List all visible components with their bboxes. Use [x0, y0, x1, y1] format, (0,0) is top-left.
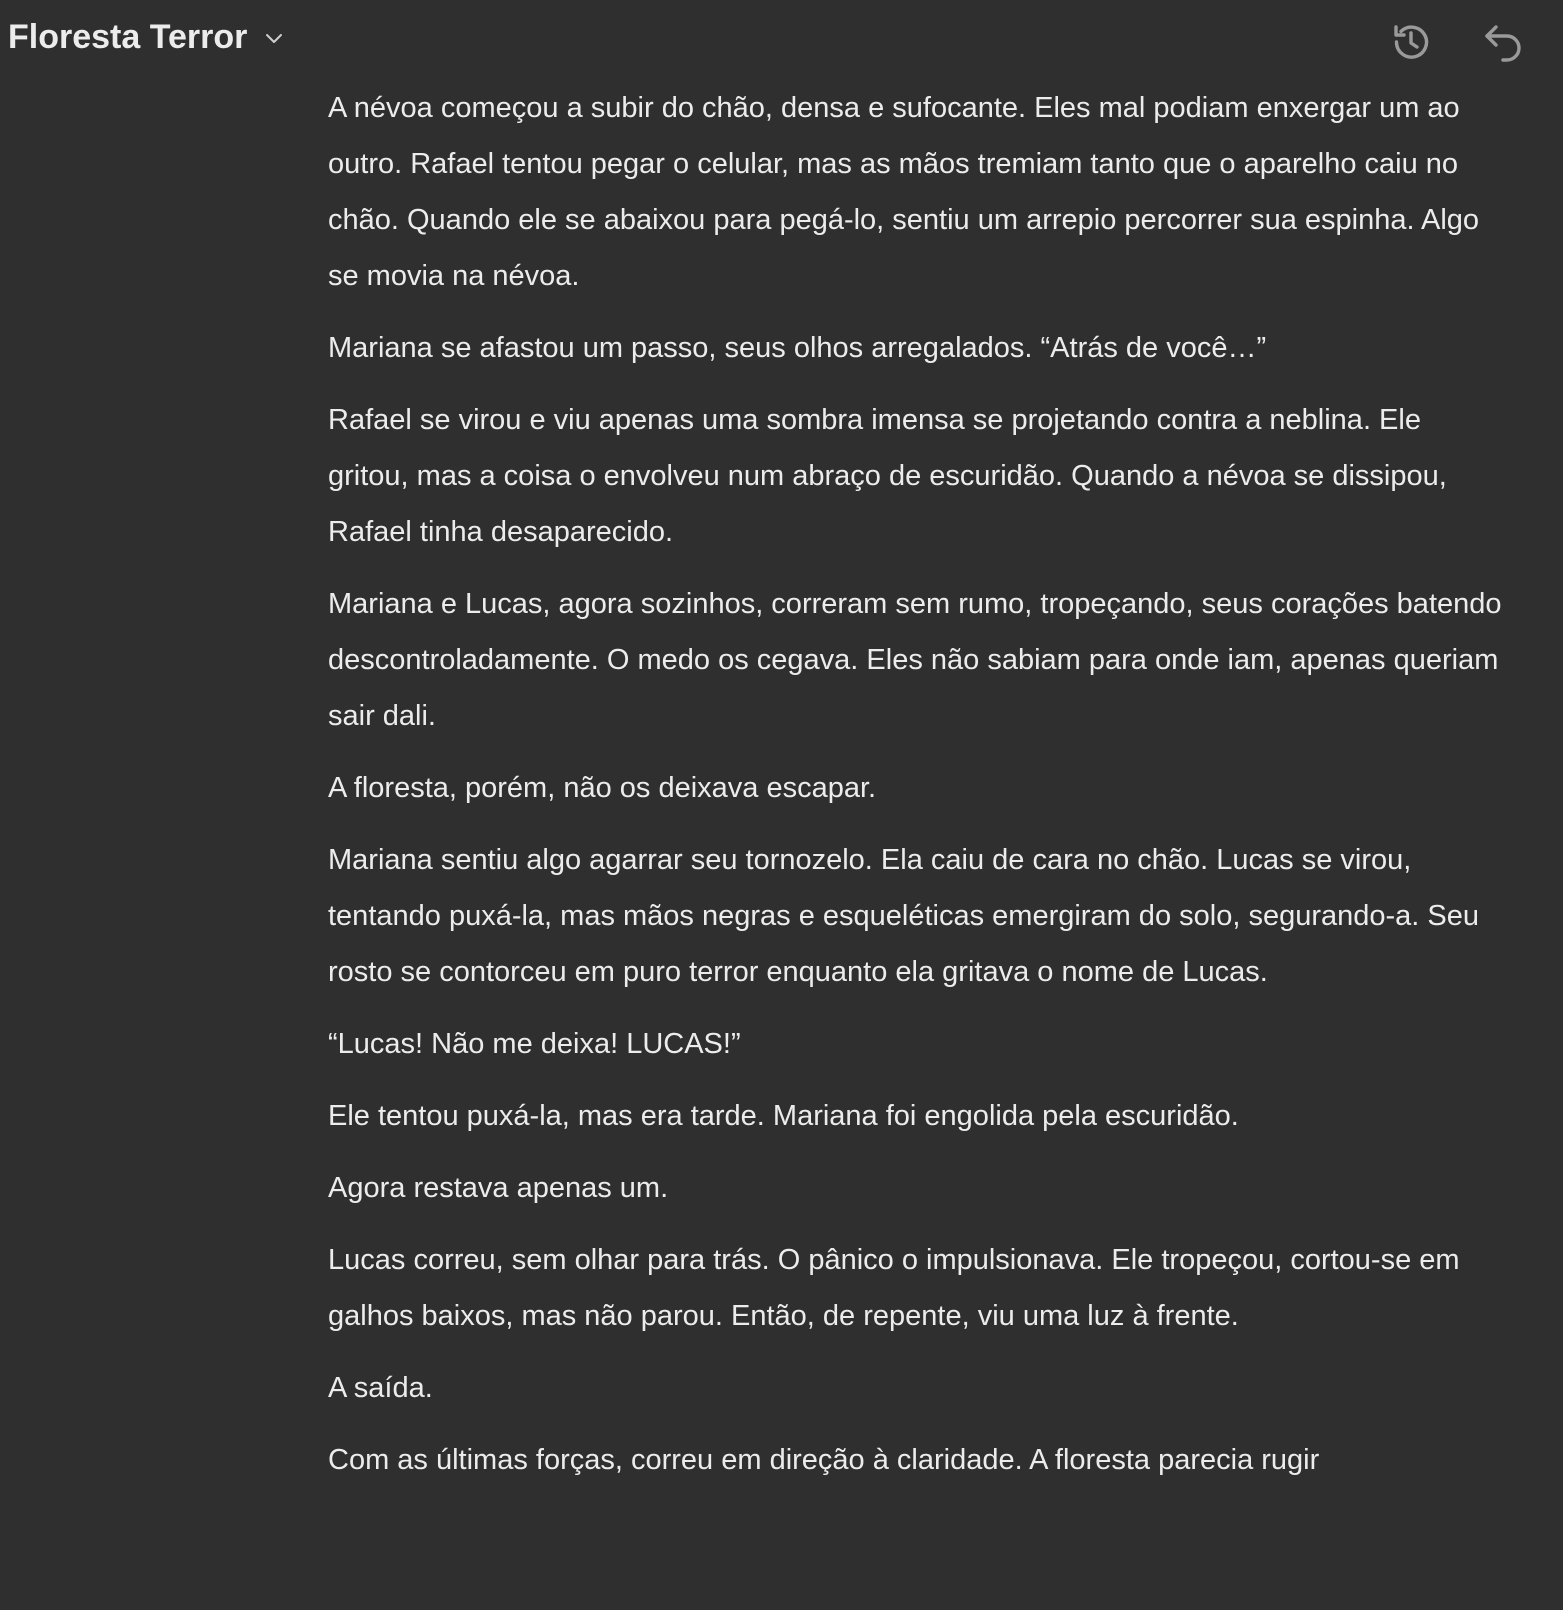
paragraph: Agora restava apenas um.	[328, 1172, 669, 1204]
undo-button[interactable]	[1477, 16, 1529, 68]
paragraph: A saída.	[328, 1372, 433, 1404]
history-icon	[1389, 20, 1433, 64]
paragraph: Rafael se virou e viu apenas uma sombra imensa se projetando contra a neblina. Ele gritou, mas a coisa o envolveu num abraço de escuridão. Quando a névoa se dissipou, Rafael tinha desaparecido.	[328, 404, 1447, 548]
paragraph: A névoa começou a subir do chão, densa e sufocante. Eles mal podiam enxergar um ao outro. Rafael tentou pegar o celular, mas as mãos tremiam tanto que o aparelho caiu no chão. Quando ele se abaixou para pegá-lo, sentiu um arrepio percorrer sua espinha. Algo se movia na névoa.	[328, 92, 1480, 292]
paragraph: A floresta, porém, não os deixava escapar.	[328, 772, 877, 804]
document-title-dropdown[interactable]	[8, 18, 289, 57]
paragraph: Mariana se afastou um passo, seus olhos arregalados. “Atrás de você…”	[328, 332, 1267, 364]
paragraph: “Lucas! Não me deixa! LUCAS!”	[328, 1028, 741, 1060]
undo-icon	[1481, 20, 1525, 64]
document-body[interactable]	[328, 80, 1508, 1504]
paragraph: Com as últimas forças, correu em direção à claridade. A floresta parecia rugir	[328, 1444, 1320, 1476]
paragraph: Ele tentou puxá-la, mas era tarde. Mariana foi engolida pela escuridão.	[328, 1100, 1239, 1132]
history-button[interactable]	[1385, 16, 1437, 68]
header-bar	[0, 0, 1563, 84]
paragraph: Mariana sentiu algo agarrar seu tornozelo. Ela caiu de cara no chão. Lucas se virou, tentando puxá-la, mas mãos negras e esqueléticas emergiram do solo, segurando-a. Seu rosto se contorceu em puro terror enquanto ela gritava o nome de Lucas.	[328, 844, 1479, 988]
chevron-down-icon	[259, 23, 289, 53]
paragraph: Mariana e Lucas, agora sozinhos, correram sem rumo, tropeçando, seus corações batendo descontroladamente. O medo os cegava. Eles não sabiam para onde iam, apenas queriam sair dali.	[328, 588, 1502, 732]
paragraph: Lucas correu, sem olhar para trás. O pânico o impulsionava. Ele tropeçou, cortou-se em galhos baixos, mas não parou. Então, de repente, viu uma luz à frente.	[328, 1244, 1460, 1332]
document-title: Floresta Terror	[8, 18, 248, 56]
